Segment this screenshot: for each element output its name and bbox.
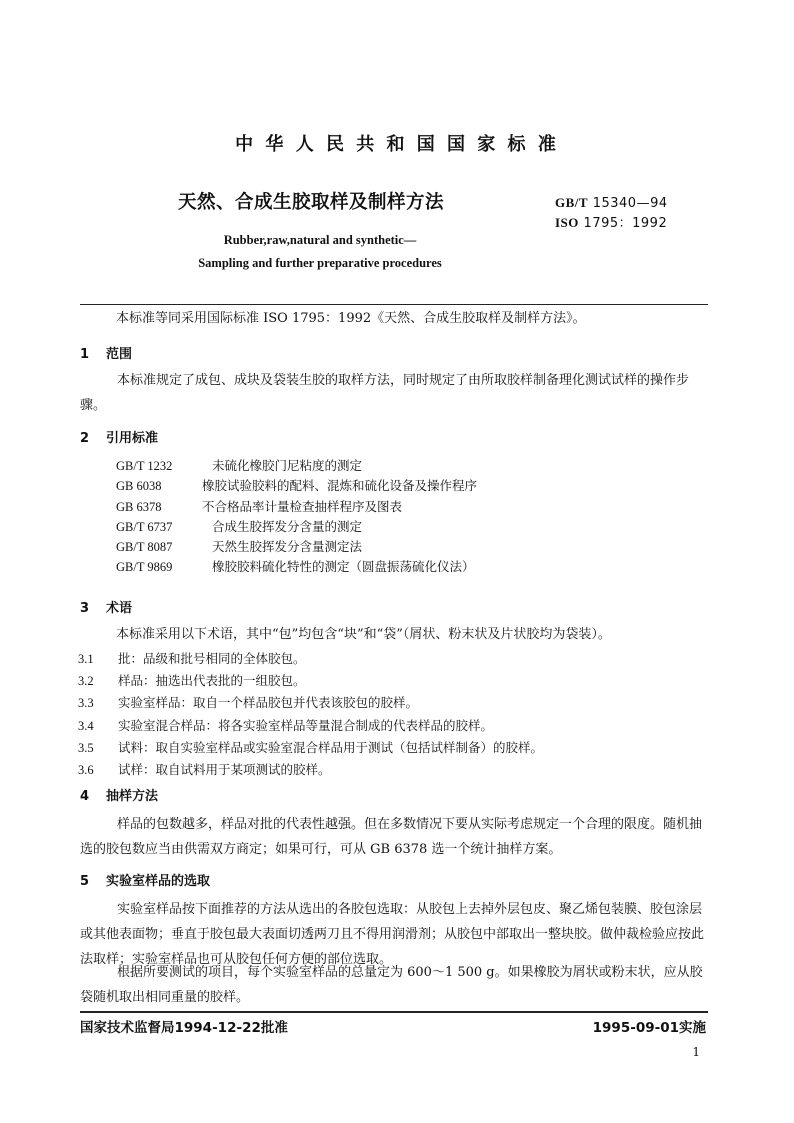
section-1-text: 本标准规定了成包、成块及袋装生胶的取样方法，同时规定了由所取胶样制备理化测试试样的操作步骤。 (80, 373, 690, 413)
reference-title: 橡胶试验胶料的配料、混炼和硫化设备及操作程序 (202, 478, 478, 494)
references-list (116, 456, 477, 578)
term-item (78, 759, 543, 781)
reference-item (116, 476, 477, 496)
reference-code: GB 6378 (116, 499, 162, 514)
section-number: 1 (80, 347, 90, 362)
section-3-heading (80, 597, 132, 616)
reference-item (116, 517, 477, 537)
reference-code: GB/T 1232 (116, 459, 173, 473)
gb-code-prefix: GB/T (555, 195, 589, 210)
document-title-cn: 天然、合成生胶取样及制样方法 (178, 192, 445, 213)
footer-divider (80, 1011, 708, 1013)
section-title: 术语 (106, 601, 133, 616)
section-title: 实验室样品的选取 (106, 874, 211, 889)
reference-item (116, 557, 477, 577)
section-3-text: 本标准采用以下术语，其中“包”均包含“块”和“袋”（屑状、粉末状及片状胶均为袋装）。 (116, 627, 611, 642)
page-number: 1 (692, 1045, 700, 1059)
term-number: 3.3 (78, 696, 94, 711)
term-number: 3.1 (78, 652, 94, 666)
section-4-heading (80, 785, 158, 804)
term-text: 实验室混合样品：将各实验室样品等量混合制成的代表样品的胶样。 (118, 717, 494, 733)
intro-text: 本标准等同采用国际标准 ISO 1795：1992《天然、合成生胶取样及制样方法》。 (116, 311, 586, 326)
reference-title: 未硫化橡胶门尼粘度的测定 (212, 458, 363, 473)
gb-code (555, 195, 668, 211)
iso-code-prefix: ISO (555, 215, 579, 230)
term-number: 3.6 (78, 762, 94, 777)
section-number: 2 (80, 431, 90, 446)
term-item (78, 715, 543, 737)
section-4-text: 样品的包数越多，样品对批的代表性越强。但在多数情况下要从实际考虑规定一个合理的限度。随机抽选的胶包数应当由供需双方商定；如果可行，可从 GB 6378 选一个统计抽样方案。 (80, 817, 703, 857)
term-item (78, 670, 543, 692)
reference-code: GB/T 9869 (116, 560, 173, 575)
reference-item (116, 497, 477, 517)
section-title: 范围 (106, 347, 133, 362)
standard-category: 中 华 人 民 共 和 国 国 家 标 准 (235, 134, 559, 155)
iso-code (555, 212, 667, 231)
section-number: 5 (80, 874, 90, 889)
section-title: 抽样方法 (106, 789, 159, 804)
section-number: 4 (80, 789, 90, 804)
effective-date: 1995-09-01实施 (592, 1020, 706, 1036)
section-5-heading (80, 870, 210, 889)
reference-title: 不合格品率计量检查抽样程序及图表 (202, 498, 403, 514)
term-text: 实验室样品：取自一个样品胶包并代表该胶包的胶样。 (118, 695, 419, 711)
reference-title: 合成生胶挥发分含量的测定 (212, 518, 363, 534)
document-title-en-line1: Rubber,raw,natural and synthetic— (223, 233, 417, 247)
term-number: 3.5 (78, 740, 94, 755)
gb-code-number: 15340—94 (592, 196, 668, 211)
section-1-heading (80, 343, 132, 362)
term-text: 批：品级和批号相同的全体胶包。 (118, 651, 306, 666)
term-text: 试料：取自实验室样品或实验室混合样品用于测试（包括试样制备）的胶样。 (118, 739, 544, 755)
term-text: 样品：抽选出代表批的一组胶包。 (118, 673, 306, 689)
reference-code: GB/T 6737 (116, 519, 173, 534)
term-number: 3.4 (78, 718, 94, 733)
reference-code: GB 6038 (116, 479, 162, 494)
iso-code-number: 1795：1992 (583, 216, 668, 231)
section-number: 3 (80, 601, 90, 616)
section-2-heading (80, 427, 158, 446)
issue-approval: 国家技术监督局1994-12-22批准 (80, 1020, 288, 1036)
reference-item (116, 456, 477, 476)
term-item (78, 648, 543, 670)
reference-title: 橡胶胶料硫化特性的测定（圆盘振荡硫化仪法） (212, 559, 475, 575)
section-5-text-2: 根据所要测试的项目，每个实验室样品的总量定为 600～1 500 g。如果橡胶为屑状或粉末状，应从胶袋随机取出相同重量的胶样。 (80, 965, 703, 1005)
term-item (78, 737, 543, 759)
reference-item (116, 537, 477, 557)
term-text: 试样：取自试料用于某项测试的胶样。 (118, 761, 331, 777)
term-number: 3.2 (78, 674, 94, 689)
section-5-text-1: 实验室样品按下面推荐的方法从选出的各胶包选取：从胶包上去掉外层包皮、聚乙烯包装膜、胶包涂层或其他表面物；垂直于胶包最大表面切透两刀且不得用润滑剂；从胶包中部取出一整块胶。做仲裁检验应按此法取样；实验室样品也可从胶包任何方便的部位选取。 (80, 902, 705, 967)
document-title-en-line2: Sampling and further preparative procedures (198, 256, 442, 270)
reference-code: GB/T 8087 (116, 540, 173, 555)
header-divider (80, 304, 708, 305)
reference-title: 天然生胶挥发分含量测定法 (212, 539, 363, 555)
terms-list (78, 648, 543, 781)
section-title: 引用标准 (106, 431, 159, 446)
term-item (78, 692, 543, 714)
